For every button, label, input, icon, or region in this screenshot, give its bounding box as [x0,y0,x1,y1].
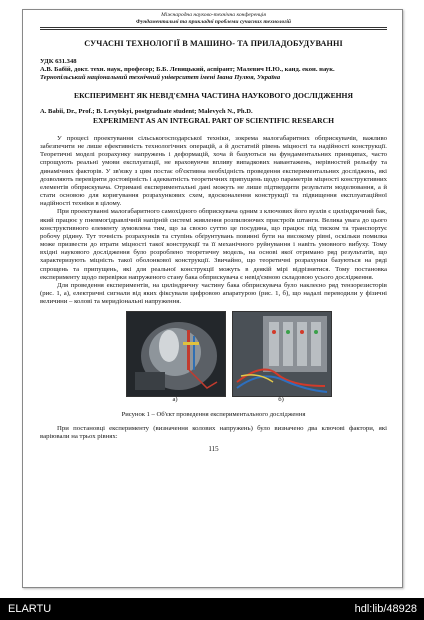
figure-caption: Рисунок 1 – Об'єкт проведення експериментального дослідження [121,411,306,419]
authors-ua: А.В. Бабій, докт. техн. наук, професор; Б.Б. Левицький, аспірант; Малевич Н.Ю., канд. екон. наук. [40,66,335,73]
university-affiliation: Тернопільський національний технічний університет імені Івана Пулюя, Україна [40,74,281,81]
repository-name: ELARTU [8,603,52,615]
figure-label-a: а) [172,396,178,404]
page-content [40,10,387,453]
body-paragraph: У процесі проектування сільськогосподарської техніки, зокрема малогабаритних обприскувачів, важливо забезпечити не лише ефективність технологічних операцій, а й достатній рівень міцності та надійності конструкції. Теоретичні моделі розрахунку напружень і деформацій, хоча й базуються на фундаментальних принципах, часто спрощують реальні умови експлуатації, не враховуючи впливу випадкових навантажень, нерівностей рельєфу та динамічних факторів. У зв'язку з цим постає об'єктивна необхідність проведення експериментальних досліджень, які дозволяють перевірити достовірність і адекватність теоретичних припущень щодо параметрів міцності конструктивних елементів обприскувача. Отримані експериментальні дані можуть не лише підтвердити результати моделювання, а й стати основою для коригування розрахункових схем, вдосконалення конструкції та підвищення експлуатаційної надійності техніки в цілому. [40,135,387,208]
paper-title-ua: ЕКСПЕРИМЕНТ ЯК НЕВІД'ЄМНА ЧАСТИНА НАУКОВОГО ДОСЛІДЖЕННЯ [74,91,353,100]
header-rule [40,27,387,28]
body-paragraph: Для проведення експериментів, на циліндричну частину бака обприскувача було наклеєно ряд тензорезисторів (рис. 1, а), електричні сигнали від яких фіксували цифровою апаратурою (рис. 1, б), що надалі переводили у фізичні величини – колові та меридіональні напруження. [40,281,387,306]
conference-title: Фундаментальні та прикладні проблеми сучасних технологій [135,19,292,25]
figure-1 [40,311,387,411]
sprayer-tank-photo [126,311,226,397]
body-paragraph: При проектуванні малогабаритного самохідного обприскувача одним з ключових його вузлів є циліндричний бак, який працює у пневмогідравлічній напірній системі живлення розпилюючих пристроїв штанги. Велика увага до цього конструктивного елементу зумовлена тим, що за своєю суттю це посудина, що працює під тиском та транспортує робочу рідину. Тут точність розрахунків та ступінь обґрунтувань повинні бути на високому рівні, оскільки помилка може призвести до втрати міцності такої конструкції та її механічного руйнування і навіть умовного вибуху. Тому вхідні наукового дослідження було розроблено теоретичну модель, на основі якої отримано ряд результатів, що характеризують міцність такої оболонкової конструкції. Звичайно, що теоретичні розрахунки базуються на ряді спрощень та припущень, які для реальної конструкції можуть в деякій мірі відрізнятися. Тому постановка експерименту щодо перевірки напруженого стану бака обприскувача є невід'ємною складовою усього дослідження. [40,208,387,281]
page-number: 115 [208,444,219,453]
paper-title-en: EXPERIMENT AS AN INTEGRAL PART OF SCIENTIFIC RESEARCH [92,116,335,125]
udk-code: УДК 631.348 [40,58,77,65]
measurement-equipment-photo [232,311,332,397]
body-paragraph: При постановці експерименту (визначення колових напружень) було визначено два ключові фактори, які варіювали на трьох рівнях: [40,425,387,441]
repository-footer [0,598,424,620]
header-rule-thin [40,29,387,30]
figure-label-b: б) [278,396,284,404]
handle-id: hdl:lib/48928 [354,603,417,615]
section-title: СУЧАСНІ ТЕХНОЛОГІЇ В МАШИНО- ТА ПРИЛАДОБУДУВАННІ [84,39,343,48]
conference-name: Міжнародна науково-технічна конференція [161,12,266,18]
authors-en: A. Babii, Dr., Prof.; B. Levytskyi, postgraduate student; Malevych N., Ph.D. [40,108,253,115]
document-page [22,9,403,588]
